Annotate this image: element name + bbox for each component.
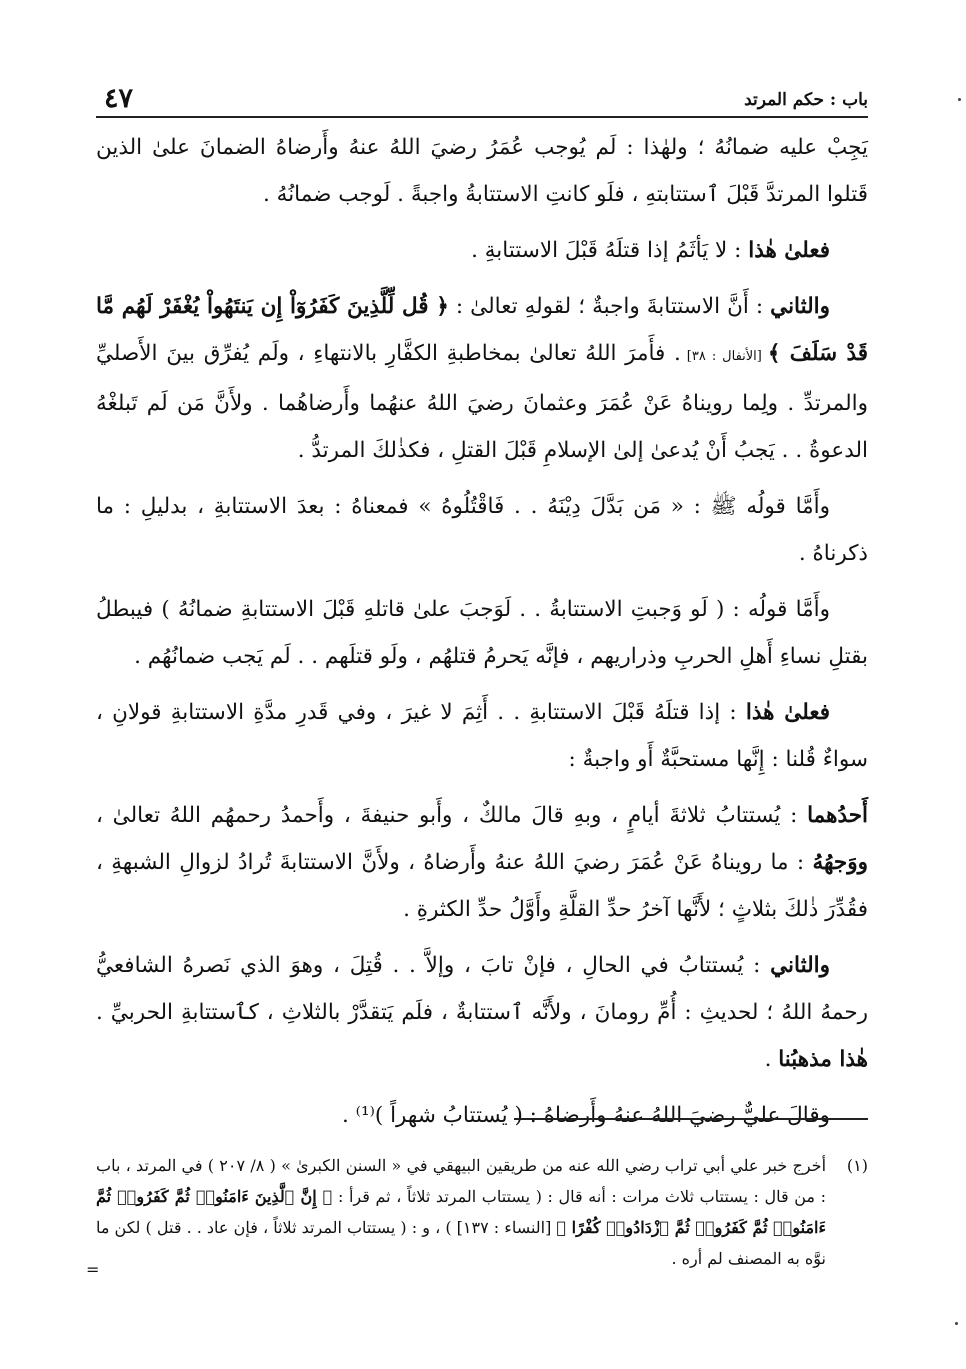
paragraph-text: : أَنَّ الاستتابةَ واجبةٌ ؛ لقولهِ تعالىٰ : <box>448 294 771 319</box>
paragraph-lead: والثاني <box>770 294 831 319</box>
paragraph-7 <box>96 792 868 933</box>
paragraph-3 <box>96 283 868 474</box>
paragraph-lead: فعلىٰ هٰذا <box>745 700 830 725</box>
paragraph-6 <box>96 689 868 783</box>
footnote-divider <box>514 1118 868 1120</box>
paragraph-lead: والثاني <box>770 953 830 978</box>
paragraph-text: . فأَمرَ اللهُ تعالىٰ بمخاطبةِ الكفَّارِ بالانتهاءِ ، ولَم يُفرِّق بينَ الأَصليِّ والمرتدِّ . ولِما رويناهُ عَنْ عُمَرَ وعثمانَ رضيَ اللهُ عنهُما وأَرضاهُما . ولأَنَّ مَن لَم تَبلغْهُ الدعوةُ . . يَجبُ أَنْ يُدعىٰ إلىٰ الإسلامِ قَبْلَ القتلِ ، فكذٰلكَ المرتدُّ . <box>96 341 868 463</box>
scan-speck <box>955 1322 958 1325</box>
footnote-text-part: أخرج خبر علي أبي تراب رضي الله عنه من طريقين البيهقي في « السنن الكبرىٰ » ( ٨/ ٢٠٧ ) في المرتد ، باب : من قال : يستتاب ثلاث مرات : أنه قال : ( يستتاب المرتد ثلاثاً ، ثم قرأ : <box>96 1156 827 1206</box>
chapter-title: باب : حكم المرتد <box>744 90 868 110</box>
paragraph-lead: أَحدُهما <box>807 803 868 828</box>
continuation-mark: = <box>86 1260 100 1279</box>
page-number: ٤٧ <box>104 83 134 114</box>
quran-verse: ﴿ قُل لِّلَّذِينَ كَفَرُوٓاْ إِن يَنتَهُواْ يُغْفَرْ لَهُم مَّا قَدْ سَلَفَ ﴾ <box>96 294 869 366</box>
paragraph-1: يَجِبْ عليه ضمانُهُ ؛ ولهٰذا : لَم يُوجب عُمَرُ رضيَ اللهُ عنهُ وأَرضاهُ الضمانَ علىٰ الذين قَتلوا المرتدَّ قَبْلَ ٱستتابتهِ ، فلَو كانتِ الاستتابةُ واجبةً . لَوجب ضمانُهُ . <box>96 135 868 207</box>
page-header <box>96 78 868 118</box>
footnote-number: (١) <box>846 1156 868 1175</box>
paragraph-sublead: هٰذا مذهبُنا <box>778 1047 868 1072</box>
paragraph-5: وأَمَّا قولُه : ( لَو وَجبتِ الاستتابةُ . . لَوَجبَ علىٰ قاتلهِ قَبْلَ الاستتابةِ ضمانُهُ ) فيبطلُ بقتلِ نساءِ أَهلِ الحربِ وذراريهم ، فإنَّه يَحرمُ قتلهُم ، ولَو قتلَهم . . لَم يَجب ضمانُهُم . <box>96 597 868 669</box>
paragraph-4: وأَمَّا قولُه ﷺ : « مَن بَدَّلَ دِيْنَهُ . . فَاقْتُلُوهُ » فمعناهُ : بعدَ الاستتابةِ ، بدليلِ : ما ذكرناهُ . <box>96 494 868 566</box>
scan-speck <box>958 98 961 101</box>
paragraph-text: : يُستتابُ في الحالِ ، فإنْ تابَ ، وإلاَّ . . قُتِلَ ، وهوَ الذي نَصرهُ الشافعيُّ رحمهُ اللهُ ؛ لحديثِ : أُمِّ رومانَ ، ولأَنَّه ٱستتابةٌ ، فلَم يَتقدَّرْ بالثلاثِ ، كٱستتابةِ الحربيِّ . <box>96 953 868 1025</box>
paragraph-text: : لا يَأثَمُ إذا قتلَهُ قَبْلَ الاستتابةِ . <box>471 238 749 263</box>
paragraph-text: : يُستتابُ ثلاثةَ أيامٍ ، وبهِ قالَ مالكٌ ، وأَبو حنيفةَ ، وأَحمدُ رحمهُم اللهُ تعالىٰ ، <box>96 803 808 828</box>
paragraph-text: . <box>764 1047 779 1072</box>
quran-verse: ﴿ إِنَّ ٱلَّذِينَ ءَامَنُوا۟ ثُمَّ كَفَرُوا۟ ثُمَّ ءَامَنُوا۟ ثُمَّ كَفَرُوا۟ ثُمَّ ٱزْدَادُوا۟ كُفْرًا ﴾ <box>96 1187 826 1237</box>
paragraph-8 <box>96 942 868 1083</box>
paragraph-2 <box>96 227 868 274</box>
paragraph-sublead: ووَجهُهُ <box>812 850 868 875</box>
footnote-text <box>96 1150 826 1274</box>
paragraph-lead: فعلىٰ هٰذا <box>748 238 830 263</box>
paragraph-9: وقالَ عليٌّ رضيَ اللهُ عنهُ وأَرضاهُ : ( يُستتابُ شهراً )⁽¹⁾ . <box>342 1103 830 1128</box>
footnote <box>96 1150 868 1274</box>
verse-reference: [الأنفال : ٣٨] <box>680 349 768 364</box>
main-text <box>96 124 868 1148</box>
footnote-text-part: [النساء : ١٣٧] ) ، و : ( يستتاب المرتد ثلاثاً ، فإن عاد . . قتل ) لكن ما نوَّه به المصنف لم أره . <box>96 1218 826 1268</box>
paragraph-text: : إذا قتلَهُ قَبْلَ الاستتابةِ . . أَثِمَ لا غيرَ ، وفي قَدرِ مدَّةِ الاستتابةِ قولانِ ، سواءٌ قُلنا : إِنَّها مستحبَّةٌ أَو واجبةٌ : <box>96 700 868 772</box>
paragraph-text: : ما رويناهُ عَنْ عُمَرَ رضيَ اللهُ عنهُ وأَرضاهُ ، ولأَنَّ الاستتابةَ تُرادُ لزوالِ الشبهةِ ، فقُدِّرَ ذٰلكَ بثلاثٍ ؛ لأَنَّها آخرُ حدِّ القلَّةِ وأَوَّلُ حدِّ الكثرةِ . <box>96 850 868 922</box>
